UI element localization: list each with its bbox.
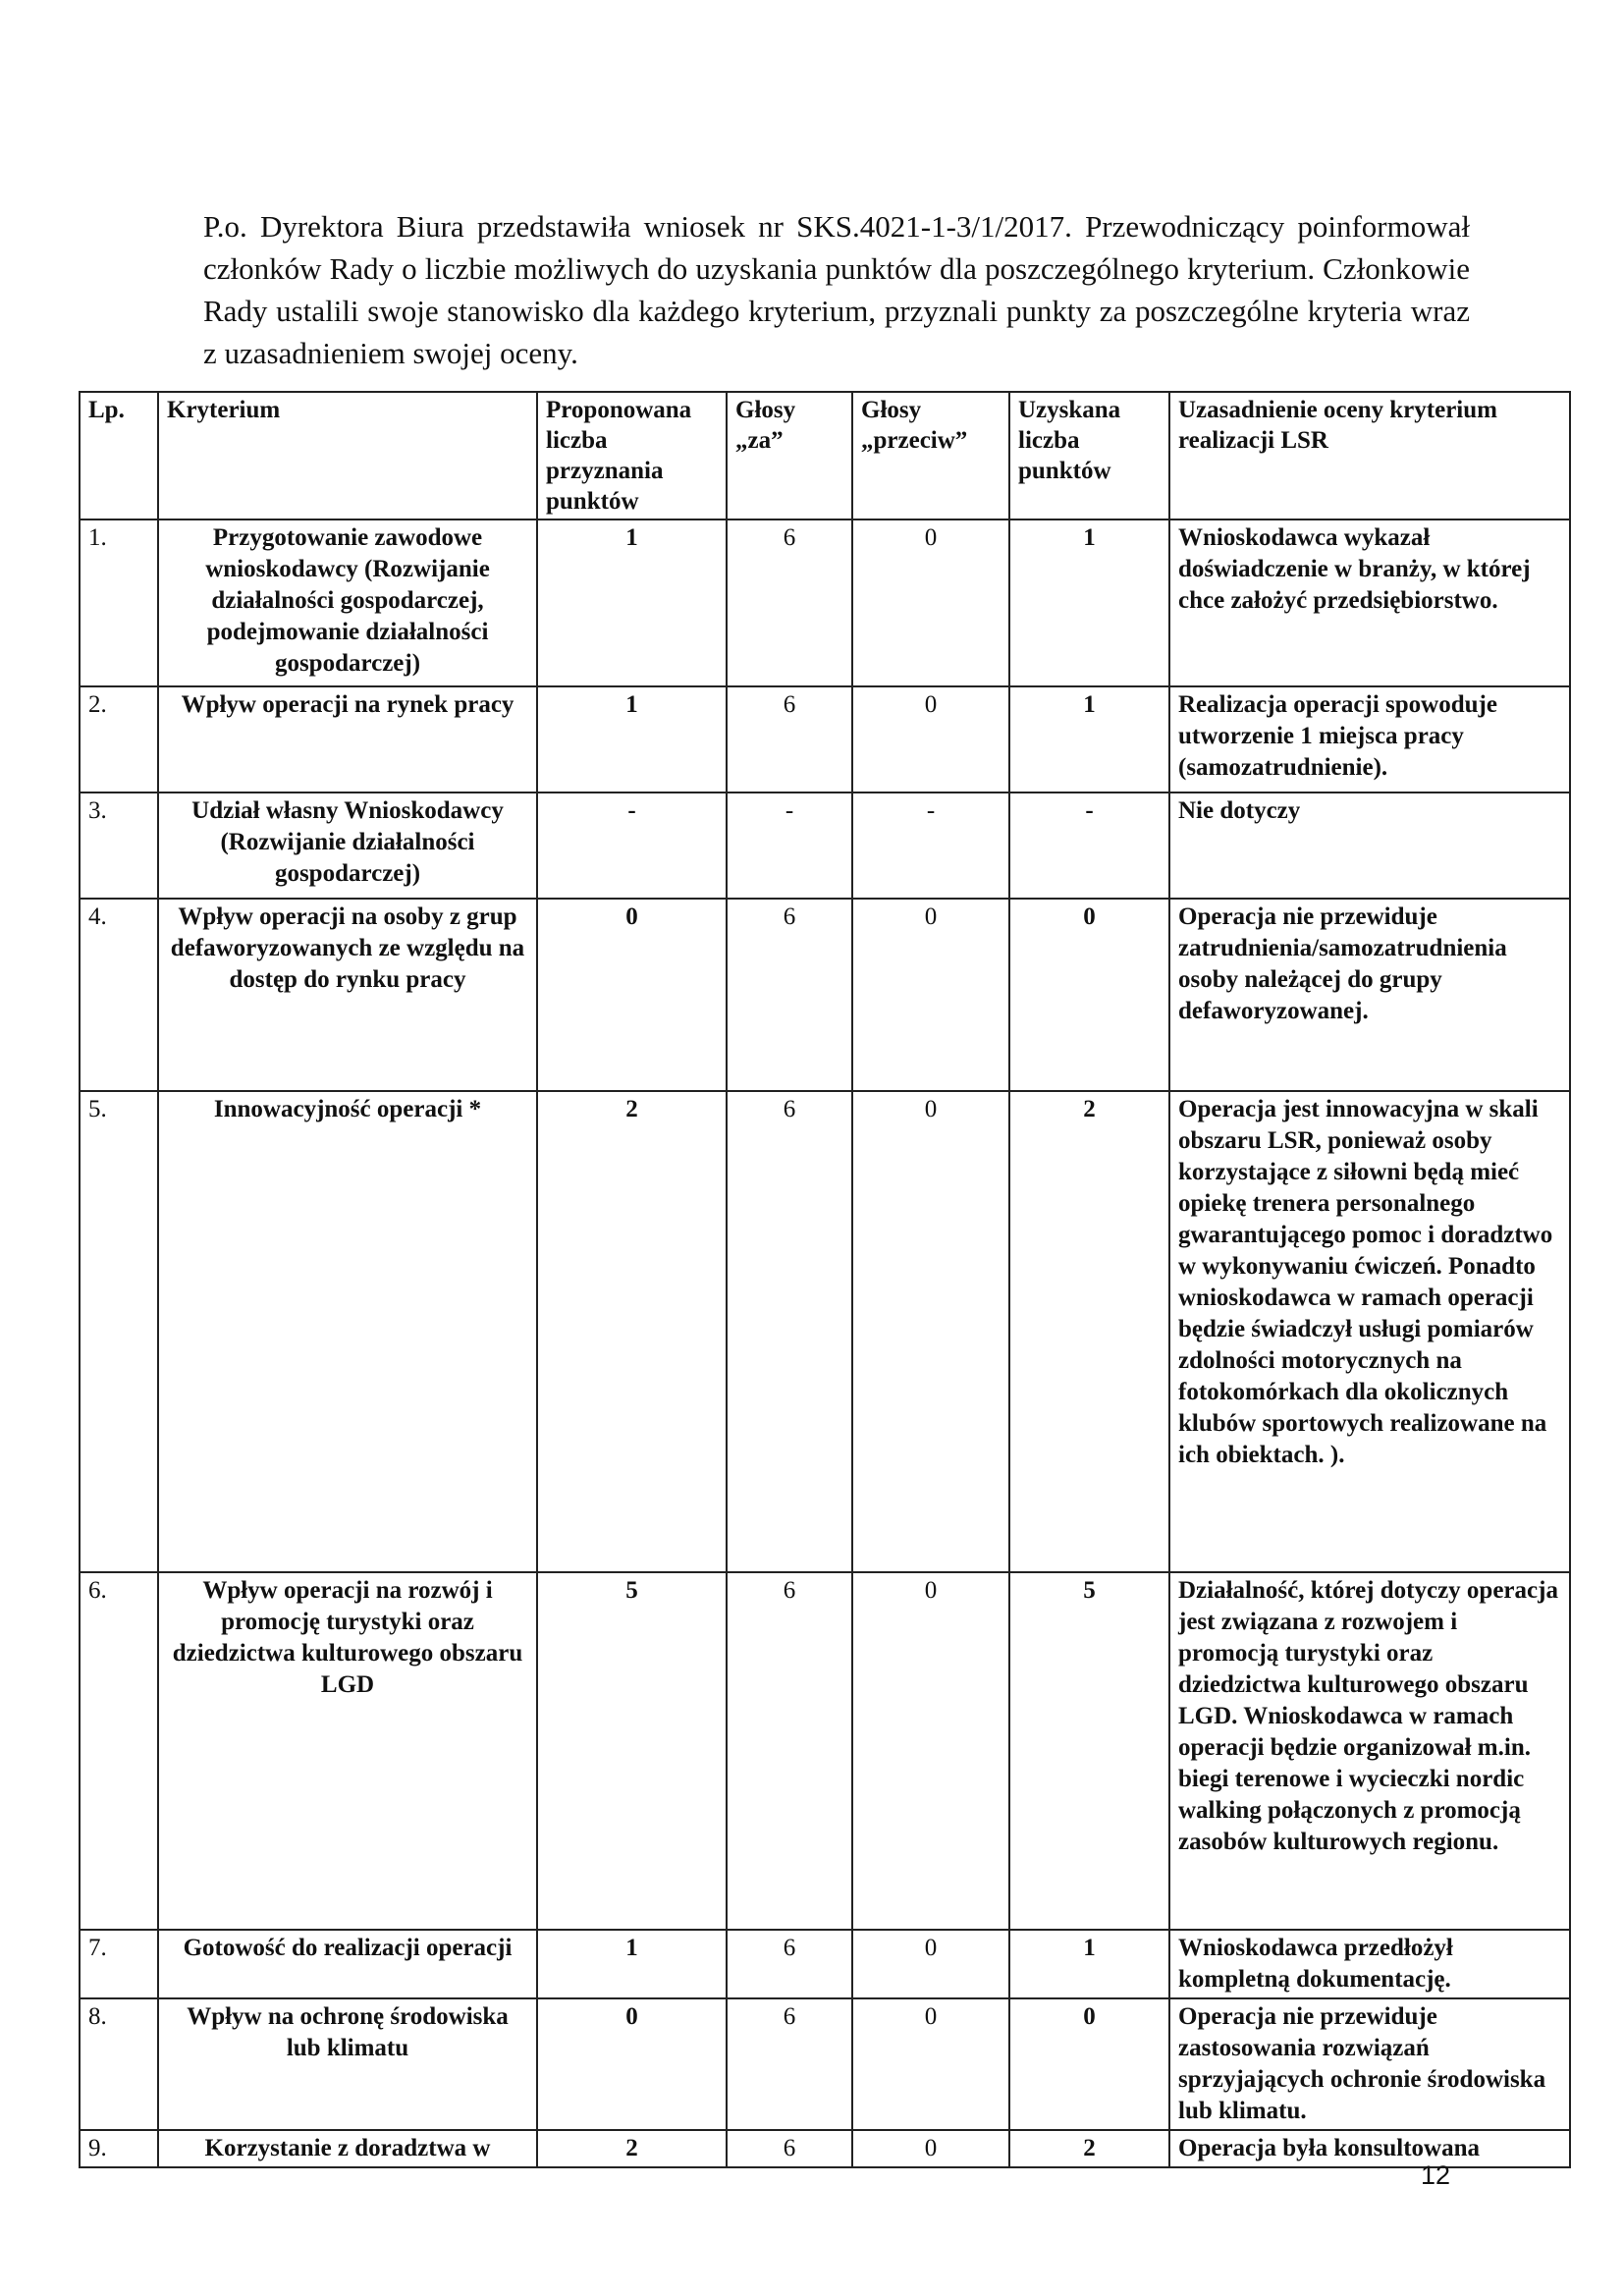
table-row xyxy=(80,1930,1570,1998)
row-obtained: 2 xyxy=(1009,2130,1169,2167)
row-obtained: 5 xyxy=(1009,1572,1169,1930)
row-votes-for: 6 xyxy=(727,1998,852,2130)
row-lp: 9. xyxy=(80,2130,158,2167)
row-proposed: 5 xyxy=(537,1572,727,1930)
row-justification: Działalność, której dotyczy operacja jest związana z rozwojem i promocją turystyki oraz dziedzictwa kulturowego obszaru LGD. Wnioskodawca w ramach operacji będzie organizował m.in. biegi terenowe i wycieczki nordic walking połączonych z promocją zasobów kulturowych regionu. xyxy=(1169,1572,1570,1930)
row-obtained: 0 xyxy=(1009,899,1169,1091)
row-votes-against: 0 xyxy=(852,1998,1009,2130)
row-obtained: - xyxy=(1009,793,1169,899)
row-votes-against: 0 xyxy=(852,2130,1009,2167)
header-proposed-points: Proponowana liczba przyznania punktów xyxy=(537,392,727,519)
table-row xyxy=(80,519,1570,686)
row-votes-for: 6 xyxy=(727,1930,852,1998)
row-lp: 3. xyxy=(80,793,158,899)
criteria-table xyxy=(79,391,1571,2168)
header-votes-for: Głosy „za” xyxy=(727,392,852,519)
row-obtained: 0 xyxy=(1009,1998,1169,2130)
row-proposed: 2 xyxy=(537,2130,727,2167)
table-row xyxy=(80,686,1570,793)
header-justification: Uzasadnienie oceny kryterium realizacji LSR xyxy=(1169,392,1570,519)
row-proposed: 0 xyxy=(537,1998,727,2130)
row-proposed: 0 xyxy=(537,899,727,1091)
row-criterion: Udział własny Wnioskodawcy (Rozwijanie działalności gospodarczej) xyxy=(158,793,537,899)
header-lp: Lp. xyxy=(80,392,158,519)
row-votes-against: 0 xyxy=(852,519,1009,686)
row-criterion: Wpływ operacji na osoby z grup defaworyzowanych ze względu na dostęp do rynku pracy xyxy=(158,899,537,1091)
table-row xyxy=(80,899,1570,1091)
row-votes-against: 0 xyxy=(852,686,1009,793)
row-lp: 4. xyxy=(80,899,158,1091)
header-obtained-points: Uzyskana liczba punktów xyxy=(1009,392,1169,519)
row-justification: Operacja nie przewiduje zastosowania rozwiązań sprzyjających ochronie środowiska lub klimatu. xyxy=(1169,1998,1570,2130)
header-votes-against: Głosy „przeciw” xyxy=(852,392,1009,519)
row-lp: 2. xyxy=(80,686,158,793)
row-proposed: 1 xyxy=(537,519,727,686)
row-criterion: Wpływ na ochronę środowiska lub klimatu xyxy=(158,1998,537,2130)
row-lp: 1. xyxy=(80,519,158,686)
row-proposed: 2 xyxy=(537,1091,727,1572)
row-lp: 7. xyxy=(80,1930,158,1998)
table-row xyxy=(80,2130,1570,2167)
row-votes-against: 0 xyxy=(852,899,1009,1091)
row-obtained: 2 xyxy=(1009,1091,1169,1572)
row-justification: Operacja była konsultowana xyxy=(1169,2130,1570,2167)
row-justification: Wnioskodawca wykazał doświadczenie w branży, w której chce założyć przedsiębiorstwo. xyxy=(1169,519,1570,686)
row-justification: Operacja jest innowacyjna w skali obszaru LSR, ponieważ osoby korzystające z siłowni będą mieć opiekę trenera personalnego gwarantującego pomoc i doradztwo w wykonywaniu ćwiczeń. Ponadto wnioskodawca w ramach operacji będzie świadczył usługi pomiarów zdolności motorycznych na fotokomórkach dla okolicznych klubów sportowych realizowane na ich obiektach. ). xyxy=(1169,1091,1570,1572)
row-justification: Wnioskodawca przedłożył kompletną dokumentację. xyxy=(1169,1930,1570,1998)
row-votes-against: 0 xyxy=(852,1091,1009,1572)
row-lp: 5. xyxy=(80,1091,158,1572)
row-votes-for: 6 xyxy=(727,899,852,1091)
header-criterion: Kryterium xyxy=(158,392,537,519)
row-proposed: - xyxy=(537,793,727,899)
row-lp: 8. xyxy=(80,1998,158,2130)
row-votes-against: - xyxy=(852,793,1009,899)
row-votes-for: 6 xyxy=(727,2130,852,2167)
row-votes-against: 0 xyxy=(852,1930,1009,1998)
table-row xyxy=(80,1572,1570,1930)
row-criterion: Korzystanie z doradztwa w xyxy=(158,2130,537,2167)
row-justification: Nie dotyczy xyxy=(1169,793,1570,899)
row-proposed: 1 xyxy=(537,1930,727,1998)
row-criterion: Przygotowanie zawodowe wnioskodawcy (Rozwijanie działalności gospodarczej, podejmowanie działalności gospodarczej) xyxy=(158,519,537,686)
row-criterion: Gotowość do realizacji operacji xyxy=(158,1930,537,1998)
row-criterion: Innowacyjność operacji * xyxy=(158,1091,537,1572)
intro-paragraph: P.o. Dyrektora Biura przedstawiła wniosek nr SKS.4021-1-3/1/2017. Przewodniczący poinformował członków Rady o liczbie możliwych do uzyskania punktów dla poszczególnego kryterium. Członkowie Rady ustalili swoje stanowisko dla każdego kryterium, przyznali punkty za poszczególne kryteria wraz z uzasadnieniem swojej oceny. xyxy=(203,209,1470,370)
row-votes-for: - xyxy=(727,793,852,899)
row-criterion: Wpływ operacji na rynek pracy xyxy=(158,686,537,793)
row-votes-for: 6 xyxy=(727,686,852,793)
table-row xyxy=(80,1091,1570,1572)
table-header-row xyxy=(80,392,1570,519)
row-obtained: 1 xyxy=(1009,1930,1169,1998)
row-criterion: Wpływ operacji na rozwój i promocję turystyki oraz dziedzictwa kulturowego obszaru LGD xyxy=(158,1572,537,1930)
page-number: 12 xyxy=(1421,2160,1451,2190)
row-votes-for: 6 xyxy=(727,519,852,686)
row-votes-for: 6 xyxy=(727,1572,852,1930)
table-row xyxy=(80,1998,1570,2130)
row-votes-against: 0 xyxy=(852,1572,1009,1930)
row-justification: Realizacja operacji spowoduje utworzenie 1 miejsca pracy (samozatrudnienie). xyxy=(1169,686,1570,793)
row-votes-for: 6 xyxy=(727,1091,852,1572)
row-obtained: 1 xyxy=(1009,519,1169,686)
row-lp: 6. xyxy=(80,1572,158,1930)
row-obtained: 1 xyxy=(1009,686,1169,793)
table-row xyxy=(80,793,1570,899)
row-proposed: 1 xyxy=(537,686,727,793)
row-justification: Operacja nie przewiduje zatrudnienia/samozatrudnienia osoby należącej do grupy defaworyzowanej. xyxy=(1169,899,1570,1091)
